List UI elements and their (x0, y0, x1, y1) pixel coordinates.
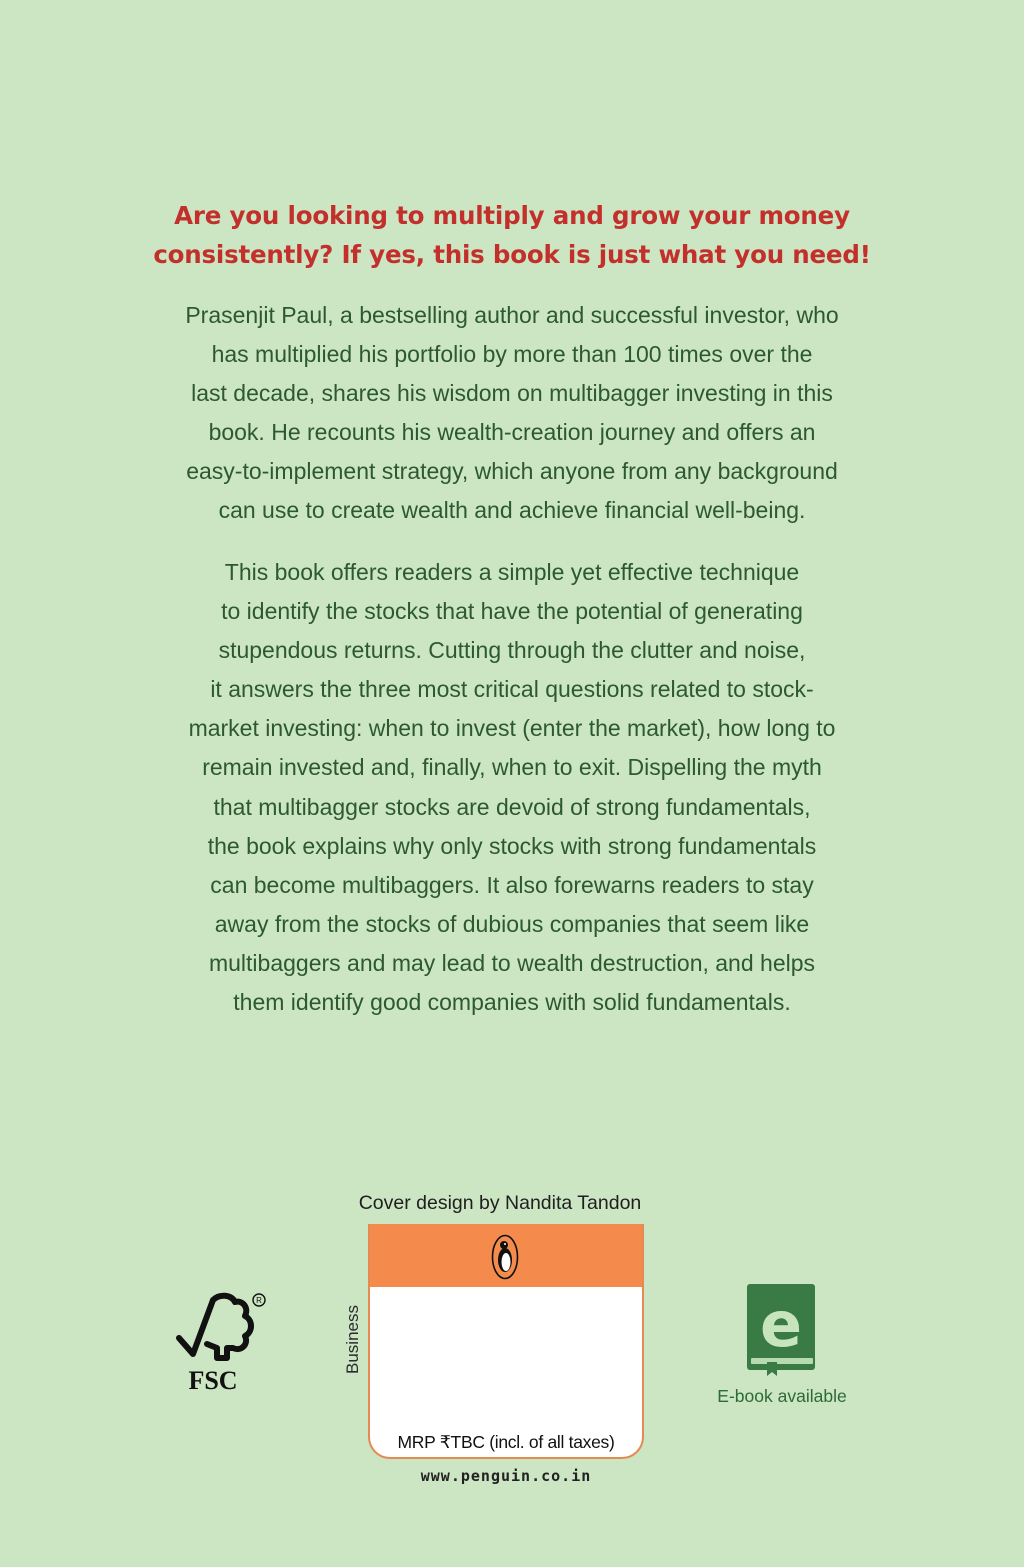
blurb-line: This book offers readers a simple yet effective technique (224, 559, 800, 585)
blurb-line: that multibagger stocks are devoid of strong fundamentals, (213, 793, 811, 820)
headline-line: Are you looking to multiply and grow your money (174, 201, 850, 230)
blurb-line: can use to create wealth and achieve financial well-being. (218, 497, 806, 524)
blurb-line: book. He recounts his wealth-creation journey and offers an (208, 419, 816, 446)
ebook-label: E-book available (717, 1386, 847, 1406)
price-box (368, 1224, 644, 1459)
svg-text:FSC: FSC (188, 1366, 238, 1394)
penguin-icon (491, 1234, 519, 1280)
blurb-line: remain invested and, finally, when to exit. Dispelling the myth (202, 754, 822, 781)
headline (100, 196, 924, 274)
blurb-line: easy-to-implement strategy, which anyone from any background (186, 458, 838, 485)
blurb-line: them identify good companies with solid fundamentals. (233, 989, 791, 1016)
blurb-paragraph-1 (100, 296, 924, 531)
cover-design-credit: Cover design by Nandita Tandon (358, 1192, 642, 1214)
blurb-line: away from the stocks of dubious companies that seem like (214, 910, 810, 937)
blurb-line: Prasenjit Paul, a bestselling author and successful investor, who (185, 302, 839, 328)
blurb-paragraph-2 (100, 553, 924, 1022)
genre-label: Business (343, 1305, 362, 1374)
fsc-logo (175, 1292, 267, 1394)
blurb-line: stupendous returns. Cutting through the clutter and noise, (218, 637, 806, 664)
blurb-line: can become multibaggers. It also forewarns readers to stay (210, 871, 814, 898)
blurb-line: has multiplied his portfolio by more than 100 times over the (211, 341, 813, 368)
blurb-line: it answers the three most critical questions related to stock- (210, 676, 814, 703)
blurb-line: the book explains why only stocks with strong fundamentals (207, 832, 817, 859)
blurb-line: multibaggers and may lead to wealth destruction, and helps (208, 949, 816, 976)
blurb-line: last decade, shares his wisdom on multibagger investing in this (191, 380, 833, 407)
blurb-line: market investing: when to invest (enter the market), how long to (188, 715, 836, 742)
publisher-website: www.penguin.co.in (420, 1467, 592, 1485)
fsc-tree-checkmark-icon (175, 1292, 267, 1394)
ebook-badge (700, 1284, 870, 1414)
publisher-band (370, 1224, 642, 1287)
ebook-icon (747, 1284, 817, 1377)
price-label: MRP ₹TBC (incl. of all taxes) (397, 1432, 615, 1452)
headline-line: consistently? If yes, this book is just what you need! (153, 240, 871, 269)
blurb-line: to identify the stocks that have the potential of generating (221, 598, 803, 625)
svg-text:R: R (256, 1296, 262, 1305)
svg-text:e: e (759, 1288, 803, 1361)
